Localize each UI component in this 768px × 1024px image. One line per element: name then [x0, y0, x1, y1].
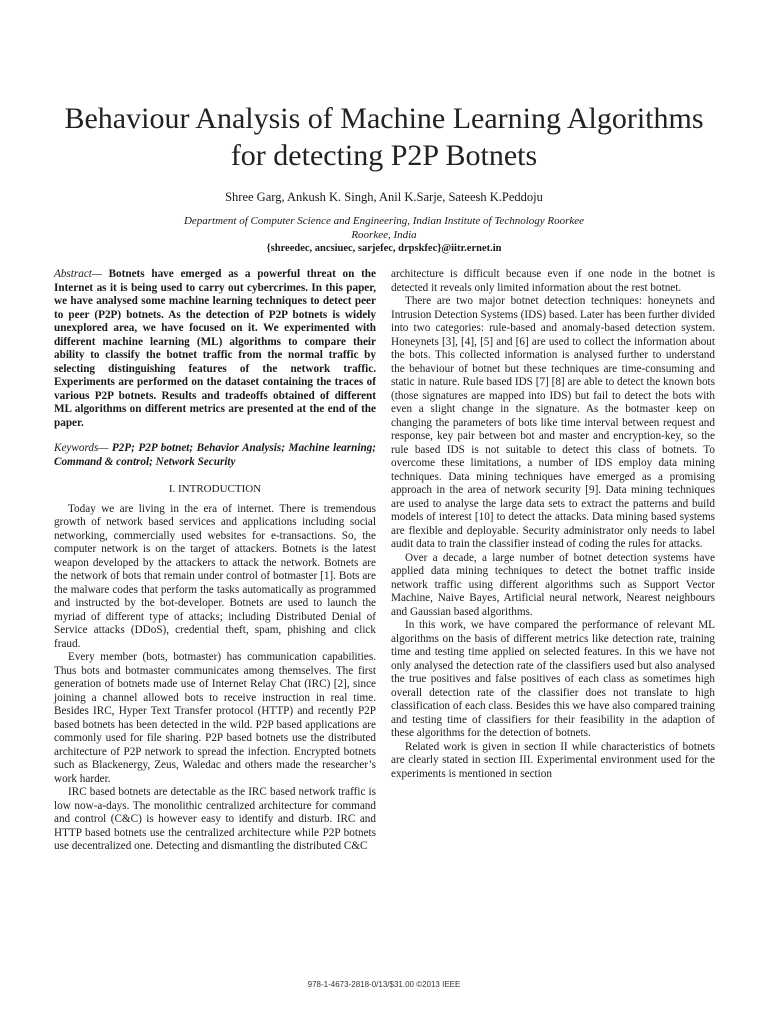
keywords-text: P2P; P2P botnet; Behavior Analysis; Machine learning; Command & control; Network Security — [54, 442, 376, 468]
body-paragraph: Related work is given in section II while characteristics of botnets are clearly stated in section III. Experimental environment used for the experiments is mentioned in section — [391, 740, 715, 780]
body-paragraph: There are two major botnet detection techniques: honeynets and Intrusion Detection Systems (IDS) based. Later has been further divided into two categories: rule-based and anomaly-based detection system. Honeynets [3], [4], [5] and [6] are used to collect the information about the bots. This collected information is analysed further to understand the behaviour of botnet but these techniques are time-consuming and static in nature. Rule based IDS [7] [8] are able to detect the known bots (those signatures are mapped into IDS) but fail to detect the bots with even a slight change in the signature. As the botmaster keep on changing the parameters of bots like time interval between request and response, key pair between bot and master and encryption-key, so the rule based IDS is not suitable to detect this class of botnets. To overcome these limitations, a number of IDS employ data mining techniques. Data mining techniques have emerged as a promising approach in the area of network security [9]. Data mining techniques are used to analyse the large data sets to extract the patterns and build models of interest [10] to detect the attacks. Data mining based systems are flexible and deployable. Security administrator only needs to label audit data to train the classifier instead of coding the rules for attacks. — [391, 295, 715, 550]
abstract — [54, 268, 376, 430]
affiliation-line-2: Roorkee, India — [351, 229, 417, 241]
section-heading-introduction: I. INTRODUCTION — [168, 483, 262, 495]
keywords-label: Keywords— — [54, 442, 109, 454]
body-paragraph: Over a decade, a large number of botnet detection systems have applied data mining techniques to detect the botnet traffic inside network traffic using different algorithms such as Support Vector Machine, Naive Bayes, Artificial neural network, Nearest neighbours and Gaussian based algorithms. — [391, 551, 715, 618]
copyright-footer: 978-1-4673-2818-0/13/$31.00 ©2013 IEEE — [307, 980, 461, 989]
affiliation — [40, 214, 728, 256]
body-paragraph: Today we are living in the era of internet. There is tremendous growth of network based services and applications including social networking, commercially used websites for e-transactions. So, the computer network is on the target of attackers. Botnets is the latest weapon developed by the attackers to attack the network. Botnets are the network of bots that remain under control of botmaster [1]. Bots are the malware codes that perform the tasks automatically as programmed and instructed by the bot-developer. Botnets are used to launch the myriad of different type of attacks; including Distributed Denial of Service attacks (DDoS), credential theft, spam, phishing and click fraud. — [54, 502, 376, 650]
keywords — [54, 442, 376, 469]
body-paragraph: Every member (bots, botmaster) has communication capabilities. Thus bots and botmaster communicates among themselves. The first generation of botnets made use of Internet Relay Chat (IRC) [2], since joining a channel allowed bots to receive instruction in real time. Besides IRC, Hyper Text Transfer protocol (HTTP) and recently P2P based botnets has been detected in the wild. P2P based applications are commonly used for file sharing. P2P based botnets use the distributed architecture of P2P network to spread the infection. Encrypted botnets such as Blackenergy, Zeus, Waledac and others made the researcher’s work harder. — [54, 651, 376, 785]
body-paragraph: architecture is difficult because even if one node in the botnet is detected it reveals only limited information about the rest botnet. — [391, 268, 715, 294]
right-column — [391, 268, 715, 781]
affiliation-line-1: Department of Computer Science and Engineering, Indian Institute of Technology Roorkee — [183, 215, 585, 227]
body-paragraph: In this work, we have compared the performance of relevant ML algorithms on the basis of different metrics like detection rate, training time and testing time applied on selected features. In this we have not only analysed the detection rate of the classifiers used but also analysed the true positives and false positives of each class as sometimes high overall detection rate of the classifier does not translate to high classification of each class. Besides this we have also compared training and testing time of classifiers for their feasibility in the adaption of these algorithms for the detection of botnets. — [391, 619, 715, 739]
body-paragraph: IRC based botnets are detectable as the IRC based network traffic is low now-a-days. The monolithic centralized architecture for command and control (C&C) is however easy to identify and disturb. IRC and HTTP based botnets use the centralized architecture while P2P botnets use decentralized one. Detecting and dismantling the distributed C&C — [54, 786, 376, 852]
author-emails: {shreedec, ancsiuec, sarjefec, drpskfec}@iitr.ernet.in — [266, 243, 502, 254]
author-list: Shree Garg, Ankush K. Singh, Anil K.Sarje, Sateesh K.Peddoju — [225, 190, 543, 204]
left-column — [54, 268, 376, 854]
paper-title — [40, 100, 728, 174]
title-line-1: Behaviour Analysis of Machine Learning Algorithms — [64, 102, 704, 135]
title-line-2: for detecting P2P Botnets — [230, 139, 538, 172]
abstract-label: Abstract— — [54, 268, 102, 280]
abstract-text: Botnets have emerged as a powerful threat on the Internet as it is being used to carry out cybercrimes. In this paper, we have analysed some machine learning techniques to detect peer to peer (P2P) botnets. As the detection of P2P botnets is widely unexplored area, we have focused on it. We experimented with different machine learning (ML) algorithms to compare their ability to classify the botnet traffic from the normal traffic by selecting distinguishing features of the network traffic. Experiments are performed on the dataset containing the traces of various P2P botnets. Results and tradeoffs obtained of different ML algorithms on different metrics are presented at the end of the paper. — [54, 268, 376, 429]
